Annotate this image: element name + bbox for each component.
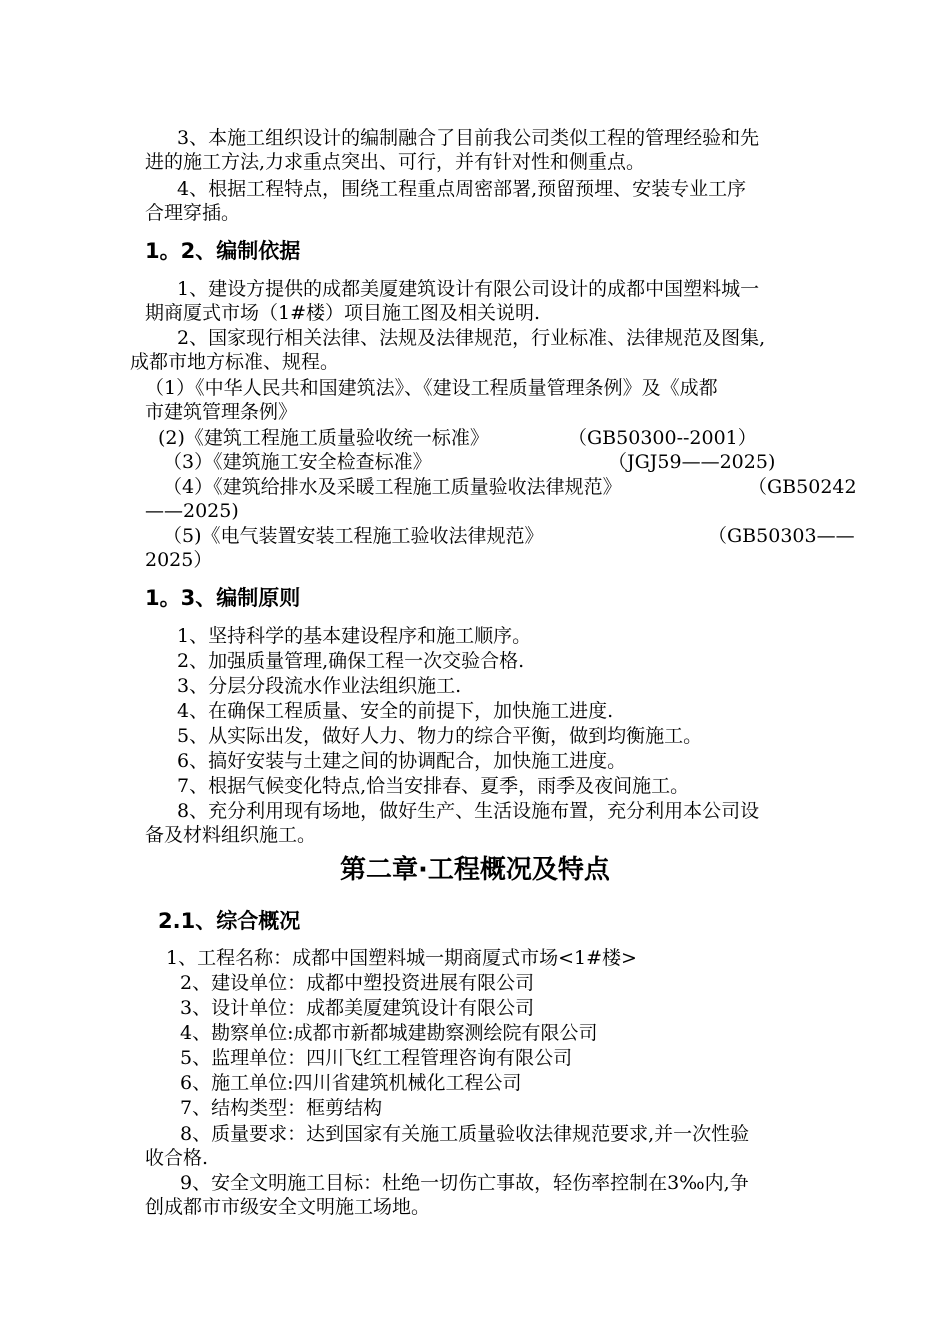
principle-item: 4、在确保工程质量、安全的前提下，加快施工进度. [177, 700, 614, 722]
principle-item: 6、搞好安装与土建之间的协调配合，加快施工进度。 [177, 750, 627, 772]
intro-item-4-line-1: 4、根据工程特点，围绕工程重点周密部署,预留预埋、安装专业工序 [177, 178, 747, 200]
principle-item: 1、坚持科学的基本建设程序和施工顺序。 [177, 625, 532, 647]
overview-item: 6、施工单位:四川省建筑机械化工程公司 [180, 1072, 522, 1094]
overview-item: 7、结构类型：框剪结构 [180, 1097, 383, 1119]
principle-item: 7、根据气候变化特点,恰当安排春、夏季，雨季及夜间施工。 [177, 775, 690, 797]
basis-sub-2-code: （GB50300--2001） [568, 427, 757, 449]
overview-item: 3、设计单位：成都美厦建筑设计有限公司 [180, 997, 535, 1019]
basis-item-1-line-1: 1、建设方提供的成都美厦建筑设计有限公司设计的成都中国塑料城一 [177, 278, 760, 300]
overview-item-9-line-1: 9、安全文明施工目标：杜绝一切伤亡事故，轻伤率控制在3‰内,争 [180, 1172, 749, 1194]
chapter-title: 第二章·工程概况及特点 [340, 855, 610, 885]
basis-sub-5-title: （5)《电气装置安装工程施工验收法律规范》 [163, 525, 544, 547]
principle-item: 5、从实际出发，做好人力、物力的综合平衡，做到均衡施工。 [177, 725, 703, 747]
basis-item-1-line-2: 期商厦式市场（1#楼）项目施工图及相关说明. [145, 302, 541, 324]
overview-item: 5、监理单位：四川飞红工程管理咨询有限公司 [180, 1047, 573, 1069]
intro-item-3-line-1: 3、本施工组织设计的编制融合了目前我公司类似工程的管理经验和先 [177, 127, 760, 149]
basis-sub-4-title: （4）《建筑给排水及采暖工程施工质量验收法律规范》 [163, 476, 622, 498]
basis-item-2-line-1: 2、国家现行相关法律、法规及法律规范，行业标准、法律规范及图集, [177, 327, 766, 349]
overview-item: 2、建设单位：成都中塑投资进展有限公司 [180, 972, 535, 994]
basis-sub-4-line-2: ——2025) [145, 500, 239, 522]
basis-item-2-line-2: 成都市地方标准、规程。 [130, 351, 340, 373]
principle-item-8-line-1: 8、充分利用现有场地，做好生产、生活设施布置，充分利用本公司设 [177, 800, 760, 822]
section-heading-principles: 1。3、编制原则 [145, 586, 301, 610]
intro-item-3-line-2: 进的施工方法,力求重点突出、可行，并有针对性和侧重点。 [145, 151, 646, 173]
overview-item-8-line-2: 收合格. [145, 1147, 209, 1169]
basis-sub-1-line-1: （1）《中华人民共和国建筑法》、《建设工程质量管理条例》及《成都 [145, 377, 718, 399]
basis-sub-4-code: （GB50242 [748, 476, 857, 498]
principle-item: 3、分层分段流水作业法组织施工. [177, 675, 462, 697]
section-heading-basis: 1。2、编制依据 [145, 239, 301, 263]
basis-sub-5-line-2: 2025） [145, 549, 213, 571]
basis-sub-1-line-2: 市建筑管理条例》 [145, 401, 298, 423]
basis-sub-3-title: （3）《建筑施工安全检查标准》 [163, 451, 432, 473]
overview-item: 4、勘察单位:成都市新都城建勘察测绘院有限公司 [180, 1022, 598, 1044]
intro-item-4-line-2: 合理穿插。 [145, 202, 241, 224]
principle-item-8-line-2: 备及材料组织施工。 [145, 824, 317, 846]
section-heading-overview: 2.1、综合概况 [158, 909, 301, 933]
overview-item-8-line-1: 8、质量要求：达到国家有关施工质量验收法律规范要求,并一次性验 [180, 1123, 750, 1145]
basis-sub-2-title: (2)《建筑工程施工质量验收统一标准》 [158, 427, 489, 449]
overview-item-9-line-2: 创成都市市级安全文明施工场地。 [145, 1196, 431, 1218]
basis-sub-3-code: （JGJ59——2025) [608, 451, 776, 473]
principle-item: 2、加强质量管理,确保工程一次交验合格. [177, 650, 525, 672]
overview-item: 1、工程名称：成都中国塑料城一期商厦式市场<1#楼> [166, 947, 637, 969]
basis-sub-5-code: （GB50303—— [708, 525, 855, 547]
